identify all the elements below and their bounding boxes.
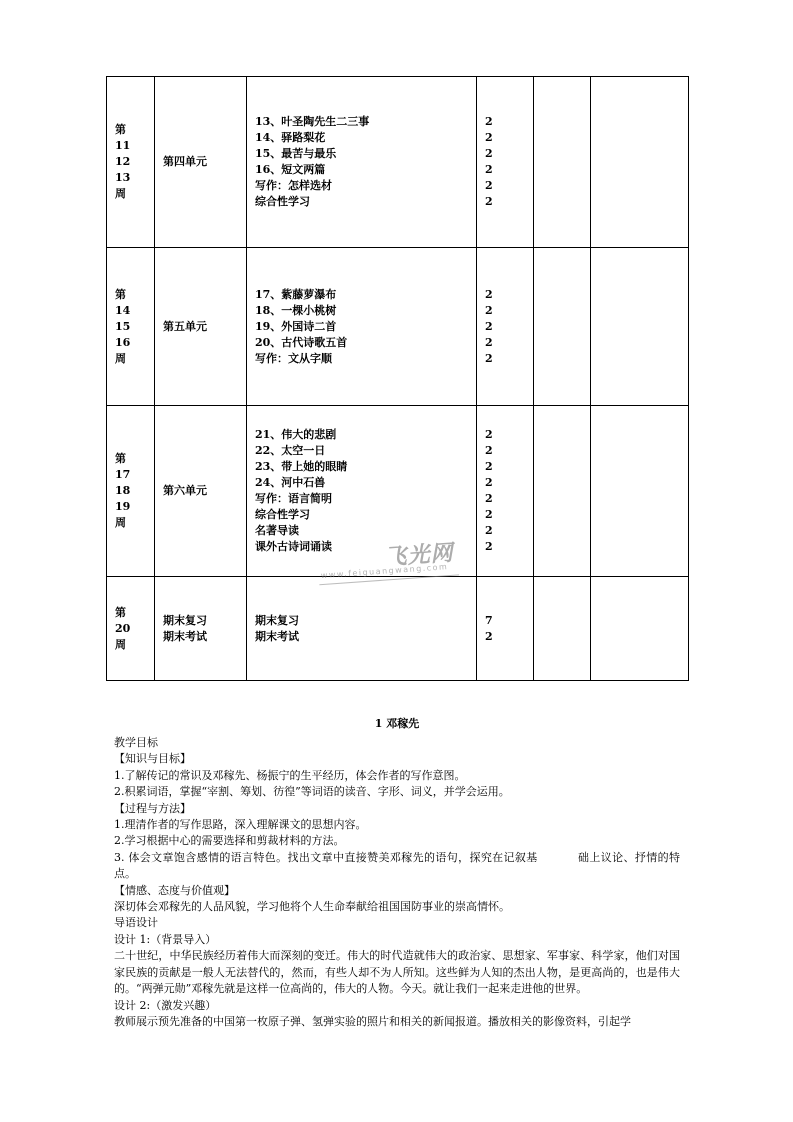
paragraph: 2.学习根据中心的需要选择和剪裁材料的方法。 — [114, 834, 345, 848]
hours-value: 2 — [485, 460, 493, 473]
hours-value: 2 — [485, 131, 493, 144]
lesson-item: 20、古代诗歌五首 — [255, 335, 348, 349]
paragraph-part: 3. 体会文章饱含感情的语言特色。找出文章中直接赞美邓稼先的语句，探究在记叙基 — [114, 850, 538, 864]
section-heading: 【过程与方法】 — [114, 801, 191, 815]
week-text: 13 — [115, 171, 131, 184]
lesson-item: 21、伟大的悲剧 — [255, 428, 337, 441]
hours-value: 2 — [485, 508, 493, 521]
hours-value: 2 — [485, 303, 493, 317]
lesson-item: 22、太空一日 — [255, 444, 326, 457]
subheading: 设计 2:（激发兴趣） — [114, 998, 217, 1012]
lesson-item: 13、叶圣陶先生二三事 — [255, 115, 370, 128]
week-text: 16 — [115, 335, 131, 349]
hours-value: 2 — [485, 163, 493, 176]
unit-text: 期末考试 — [163, 629, 207, 643]
week-text: 周 — [115, 351, 126, 365]
hours-value: 2 — [485, 540, 493, 553]
unit-text: 期末复习 — [163, 613, 207, 627]
empty-cell — [534, 248, 591, 406]
empty-cell — [534, 406, 591, 577]
lesson-item: 15、最苦与最乐 — [255, 147, 337, 160]
hours-value: 2 — [485, 476, 493, 489]
unit-text: 第四单元 — [163, 155, 207, 168]
week-text: 第 — [115, 123, 126, 136]
hours-value: 2 — [485, 351, 493, 365]
lesson-item: 16、短文两篇 — [255, 163, 326, 176]
lesson-item: 18、一棵小桃树 — [255, 303, 337, 317]
section-heading: 【知识与目标】 — [114, 752, 191, 766]
subheading: 设计 1:（背景导入） — [114, 932, 217, 946]
unit-cell — [155, 248, 247, 406]
hours-value: 2 — [485, 319, 493, 333]
paragraph: 1.了解传记的常识及邓稼先、杨振宁的生平经历，体会作者的写作意图。 — [114, 768, 466, 782]
week-cell — [107, 248, 155, 406]
lesson-item: 综合性学习 — [255, 508, 310, 521]
hours-cell — [477, 577, 534, 681]
lesson-item: 写作：语言简明 — [255, 492, 332, 505]
week-text: 20 — [115, 621, 131, 635]
week-text: 第 — [115, 287, 126, 301]
hours-value: 2 — [485, 444, 493, 457]
empty-cell — [591, 406, 689, 577]
schedule-table — [106, 76, 689, 681]
week-text: 19 — [115, 500, 131, 513]
empty-cell — [534, 577, 591, 681]
hours-cell — [477, 77, 534, 248]
week-text: 17 — [115, 468, 131, 481]
week-text: 18 — [115, 484, 131, 497]
unit-text: 第五单元 — [163, 319, 207, 333]
week-text: 12 — [115, 155, 131, 168]
unit-cell — [155, 577, 247, 681]
paragraph: 1.理清作者的写作思路，深入理解课文的思想内容。 — [114, 818, 367, 832]
lesson-item: 17、紫藤萝瀑布 — [255, 287, 337, 301]
hours-value: 2 — [485, 335, 493, 349]
lesson-cell — [247, 248, 477, 406]
lesson-item: 写作：怎样选材 — [255, 179, 332, 192]
unit-cell — [155, 77, 247, 248]
paragraph: 教师展示预先准备的中国第一枚原子弹、氢弹实验的照片和相关的新闻报道。播放相关的影像资料，引起学 — [114, 1014, 631, 1028]
week-cell — [107, 577, 155, 681]
hours-value: 2 — [485, 115, 493, 128]
hours-value: 2 — [485, 524, 493, 537]
week-text: 周 — [115, 516, 126, 529]
paragraph: 二十世纪，中华民族经历着伟大而深刻的变迁。伟大的时代造就伟大的政治家、思想家、军事家、科学家，他们对国家民族的贡献是一般人无法替代的，然而，有些人却不为人所知。这些鲜为人知的杰出人物，是更高尚的，也是伟大的。“两弹元勋”邓稼先就是这样一位高尚的，伟大的人物。今天。就让我们一起来走进他的世界。 — [114, 949, 680, 996]
lesson-plan — [114, 715, 680, 1030]
lesson-item: 期末复习 — [255, 613, 299, 627]
week-text: 周 — [115, 637, 126, 651]
lesson-item: 课外古诗词诵读 — [255, 540, 332, 553]
empty-cell — [591, 248, 689, 406]
table-row — [107, 77, 689, 248]
lesson-item: 24、河中石兽 — [255, 476, 326, 489]
hours-value: 2 — [485, 287, 493, 301]
section-heading: 【情感、态度与价值观】 — [114, 883, 235, 897]
hours-value: 2 — [485, 492, 493, 505]
week-text: 15 — [115, 319, 131, 333]
table-row — [107, 248, 689, 406]
hours-value: 2 — [485, 195, 493, 208]
watermark-url: www.feiguangwang.com — [320, 562, 449, 581]
lesson-cell — [247, 406, 477, 577]
lesson-item: 14、驿路梨花 — [255, 131, 326, 144]
hours-value: 2 — [485, 629, 493, 643]
table-row — [107, 577, 689, 681]
week-text: 第 — [115, 605, 126, 619]
paragraph-part: 础上议论、抒情的特点。 — [114, 850, 680, 881]
hours-value: 2 — [485, 147, 493, 160]
week-text: 14 — [115, 303, 131, 317]
lesson-item: 19、外国诗二首 — [255, 319, 337, 333]
lesson-item: 23、带上她的眼睛 — [255, 460, 348, 473]
empty-cell — [591, 577, 689, 681]
unit-cell — [155, 406, 247, 577]
lesson-cell — [247, 577, 477, 681]
lesson-item: 期末考试 — [255, 629, 299, 643]
paragraph: 2.积累词语，掌握“宰割、筹划、彷徨”等词语的读音、字形、词义，并学会运用。 — [114, 785, 510, 799]
section-heading: 导语设计 — [114, 916, 158, 930]
hours-cell — [477, 248, 534, 406]
table-row — [107, 406, 689, 577]
week-cell — [107, 77, 155, 248]
hours-value: 7 — [485, 613, 493, 627]
lesson-item: 综合性学习 — [255, 195, 310, 208]
week-text: 周 — [115, 187, 126, 200]
paragraph — [114, 850, 680, 883]
hours-cell — [477, 406, 534, 577]
hours-value: 2 — [485, 428, 493, 441]
unit-text: 第六单元 — [163, 484, 207, 497]
week-cell — [107, 406, 155, 577]
empty-cell — [534, 77, 591, 248]
week-text: 11 — [115, 139, 131, 152]
lesson-item: 写作：文从字顺 — [255, 351, 332, 365]
lesson-cell — [247, 77, 477, 248]
paragraph: 深切体会邓稼先的人品风貌，学习他将个人生命奉献给祖国国防事业的崇高情怀。 — [114, 900, 510, 914]
lesson-item: 名著导读 — [255, 524, 299, 537]
section-heading: 教学目标 — [114, 736, 158, 749]
lesson-title: 1 邓稼先 — [374, 717, 420, 730]
hours-value: 2 — [485, 179, 493, 192]
watermark-logo: 飞光网 — [383, 540, 455, 571]
empty-cell — [591, 77, 689, 248]
week-text: 第 — [115, 452, 126, 465]
